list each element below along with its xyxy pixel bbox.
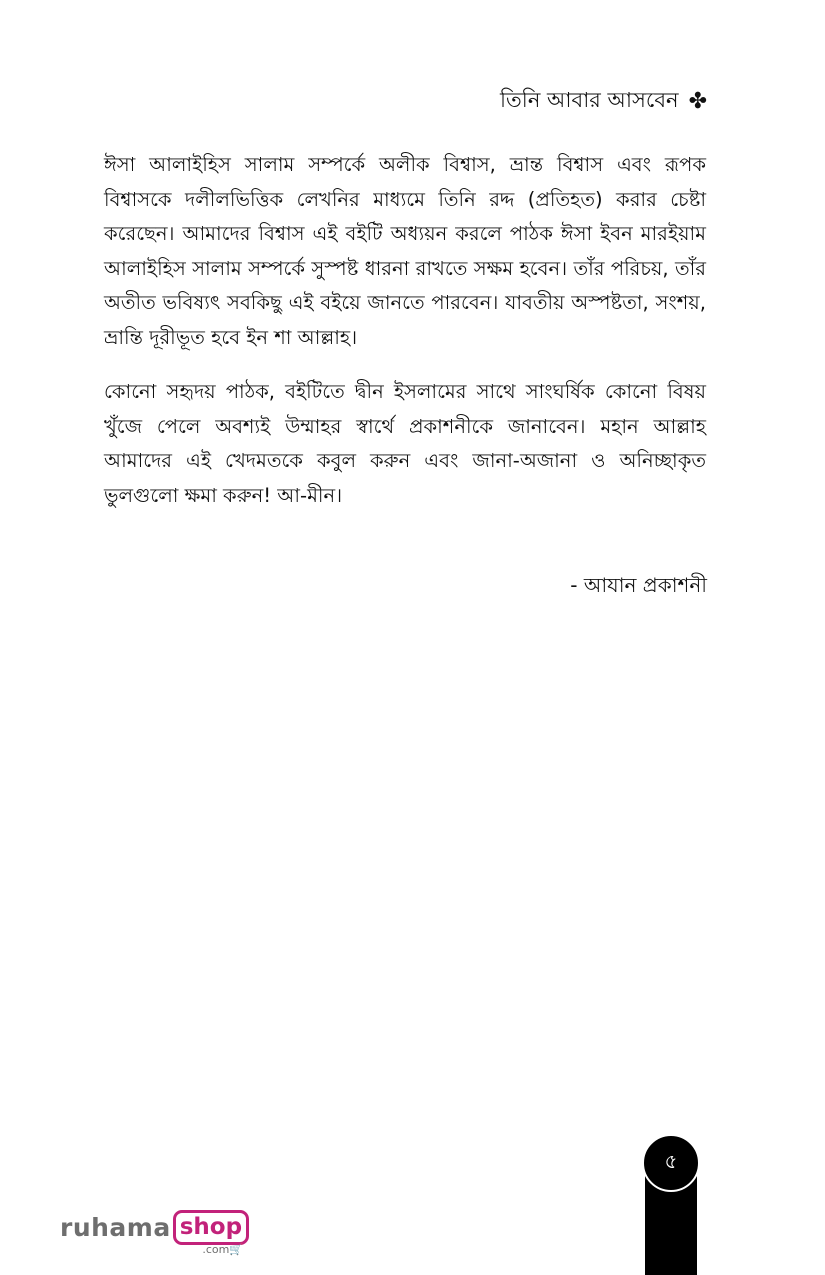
watermark-shop-label: shop <box>173 1210 249 1245</box>
watermark-shop-badge <box>173 1210 249 1256</box>
publisher-signature: - আযান প্রকাশনী <box>570 573 707 597</box>
paragraph: ঈসা আলাইহিস সালাম সম্পর্কে অলীক বিশ্বাস, ভ্রান্ত বিশ্বাস এবং রূপক বিশ্বাসকে দলীলভিত্তিক লেখনির মাধ্যমে তিনি রদ্দ (প্রতিহত) করার চেষ্টা করেছেন। আমাদের বিশ্বাস এই বইটি অধ্যয়ন করলে পাঠক ঈসা ইবন মারইয়াম আলাইহিস সালাম সম্পর্কে সুস্পষ্ট ধারনা রাখতে সক্ষম হবেন। তাঁর পরিচয়, তাঁর অতীত ভবিষ্যৎ সবকিছু এই বইয়ে জানতে পারবেন। যাবতীয় অস্পষ্টতা, সংশয়, ভ্রান্তি দূরীভূত হবে ইন শা আল্লাহ। <box>104 153 706 349</box>
paragraph: কোনো সহৃদয় পাঠক, বইটিতে দ্বীন ইসলামের সাথে সাংঘর্ষিক কোনো বিষয় খুঁজে পেলে অবশ্যই উম্মাহর স্বার্থে প্রকাশনীকে জানাবেন। মহান আল্লাহ আমাদের এই খেদমতকে কবুল করুন এবং জানা-অজানা ও অনিচ্ছাকৃত ভুলগুলো ক্ষমা করুন! আ-মীন। <box>104 380 706 507</box>
page-number: ৫ <box>664 1148 678 1173</box>
body-text <box>104 148 706 533</box>
flower-ornament-icon: ✤ <box>688 88 707 114</box>
watermark-logo <box>60 1210 249 1256</box>
page-number-badge <box>642 1134 700 1192</box>
running-title: তিনি আবার আসবেন <box>500 88 679 112</box>
watermark-domain: .com🛒 <box>202 1243 244 1256</box>
cart-icon: 🛒 <box>229 1243 244 1256</box>
watermark-brand-name: ruhama <box>60 1213 171 1242</box>
running-header <box>500 84 707 119</box>
